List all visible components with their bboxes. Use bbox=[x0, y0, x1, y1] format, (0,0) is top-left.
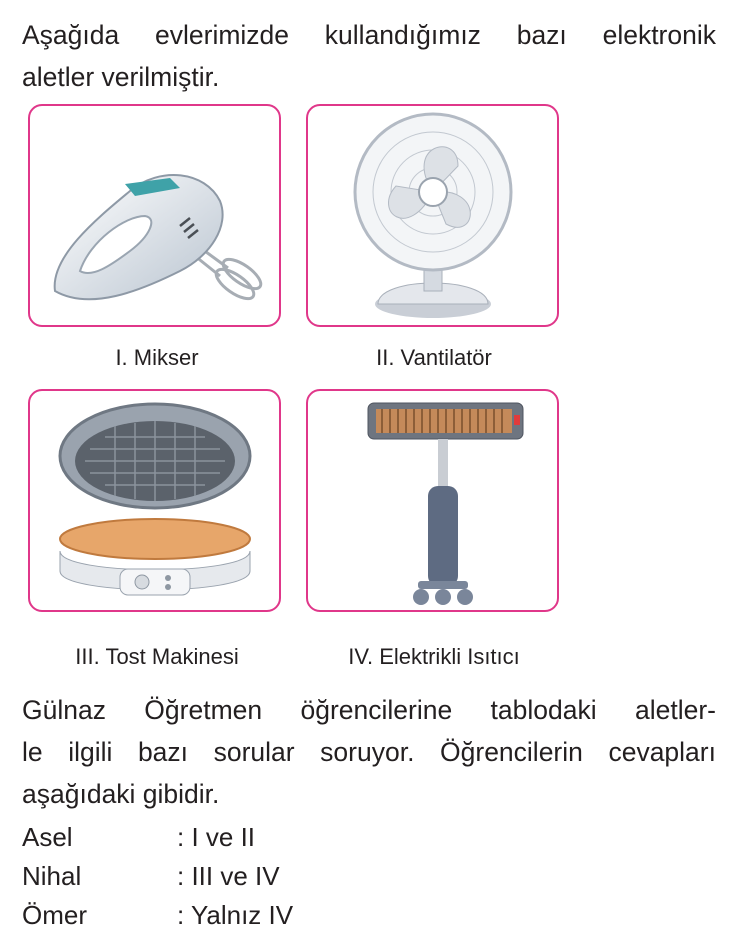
device-card-mixer bbox=[28, 104, 281, 327]
student-name: Asel bbox=[22, 822, 73, 852]
student-answer: : Yalnız IV bbox=[177, 900, 294, 930]
intro-paragraph bbox=[22, 14, 716, 98]
device-card-toaster bbox=[28, 389, 281, 612]
caption-mixer: I. Mikser bbox=[115, 345, 199, 370]
answer-row bbox=[22, 896, 293, 935]
waffle-toaster-icon bbox=[30, 391, 279, 610]
caption-fan: II. Vantilatör bbox=[376, 345, 492, 370]
caption-heater: IV. Elektrikli Isıtıcı bbox=[348, 644, 520, 669]
student-name: Ömer bbox=[22, 900, 87, 930]
intro-line-2: aletler verilmiştir. bbox=[22, 62, 220, 92]
question-paragraph bbox=[22, 689, 716, 815]
question-line-3: aşağıdaki gibidir. bbox=[22, 779, 220, 809]
student-answer: : III ve IV bbox=[177, 861, 280, 891]
answer-row bbox=[22, 818, 293, 857]
device-card-fan bbox=[306, 104, 559, 327]
device-card-heater bbox=[306, 389, 559, 612]
student-answer: : I ve II bbox=[177, 822, 256, 852]
student-name: Nihal bbox=[22, 861, 82, 891]
answer-row bbox=[22, 857, 293, 896]
question-line-1: Gülnaz Öğretmen öğrencilerine tablodaki aletler- bbox=[22, 695, 716, 725]
student-answers-list bbox=[22, 818, 293, 935]
caption-toaster: III. Tost Makinesi bbox=[75, 644, 239, 669]
electric-heater-icon bbox=[308, 391, 557, 610]
question-line-2: le ilgili bazı sorular soruyor. Öğrencilerin cevapları bbox=[22, 737, 716, 767]
hand-mixer-icon bbox=[30, 106, 279, 325]
desk-fan-icon bbox=[308, 106, 557, 325]
intro-line-1: Aşağıda evlerimizde kullandığımız bazı elektronik bbox=[22, 20, 716, 50]
